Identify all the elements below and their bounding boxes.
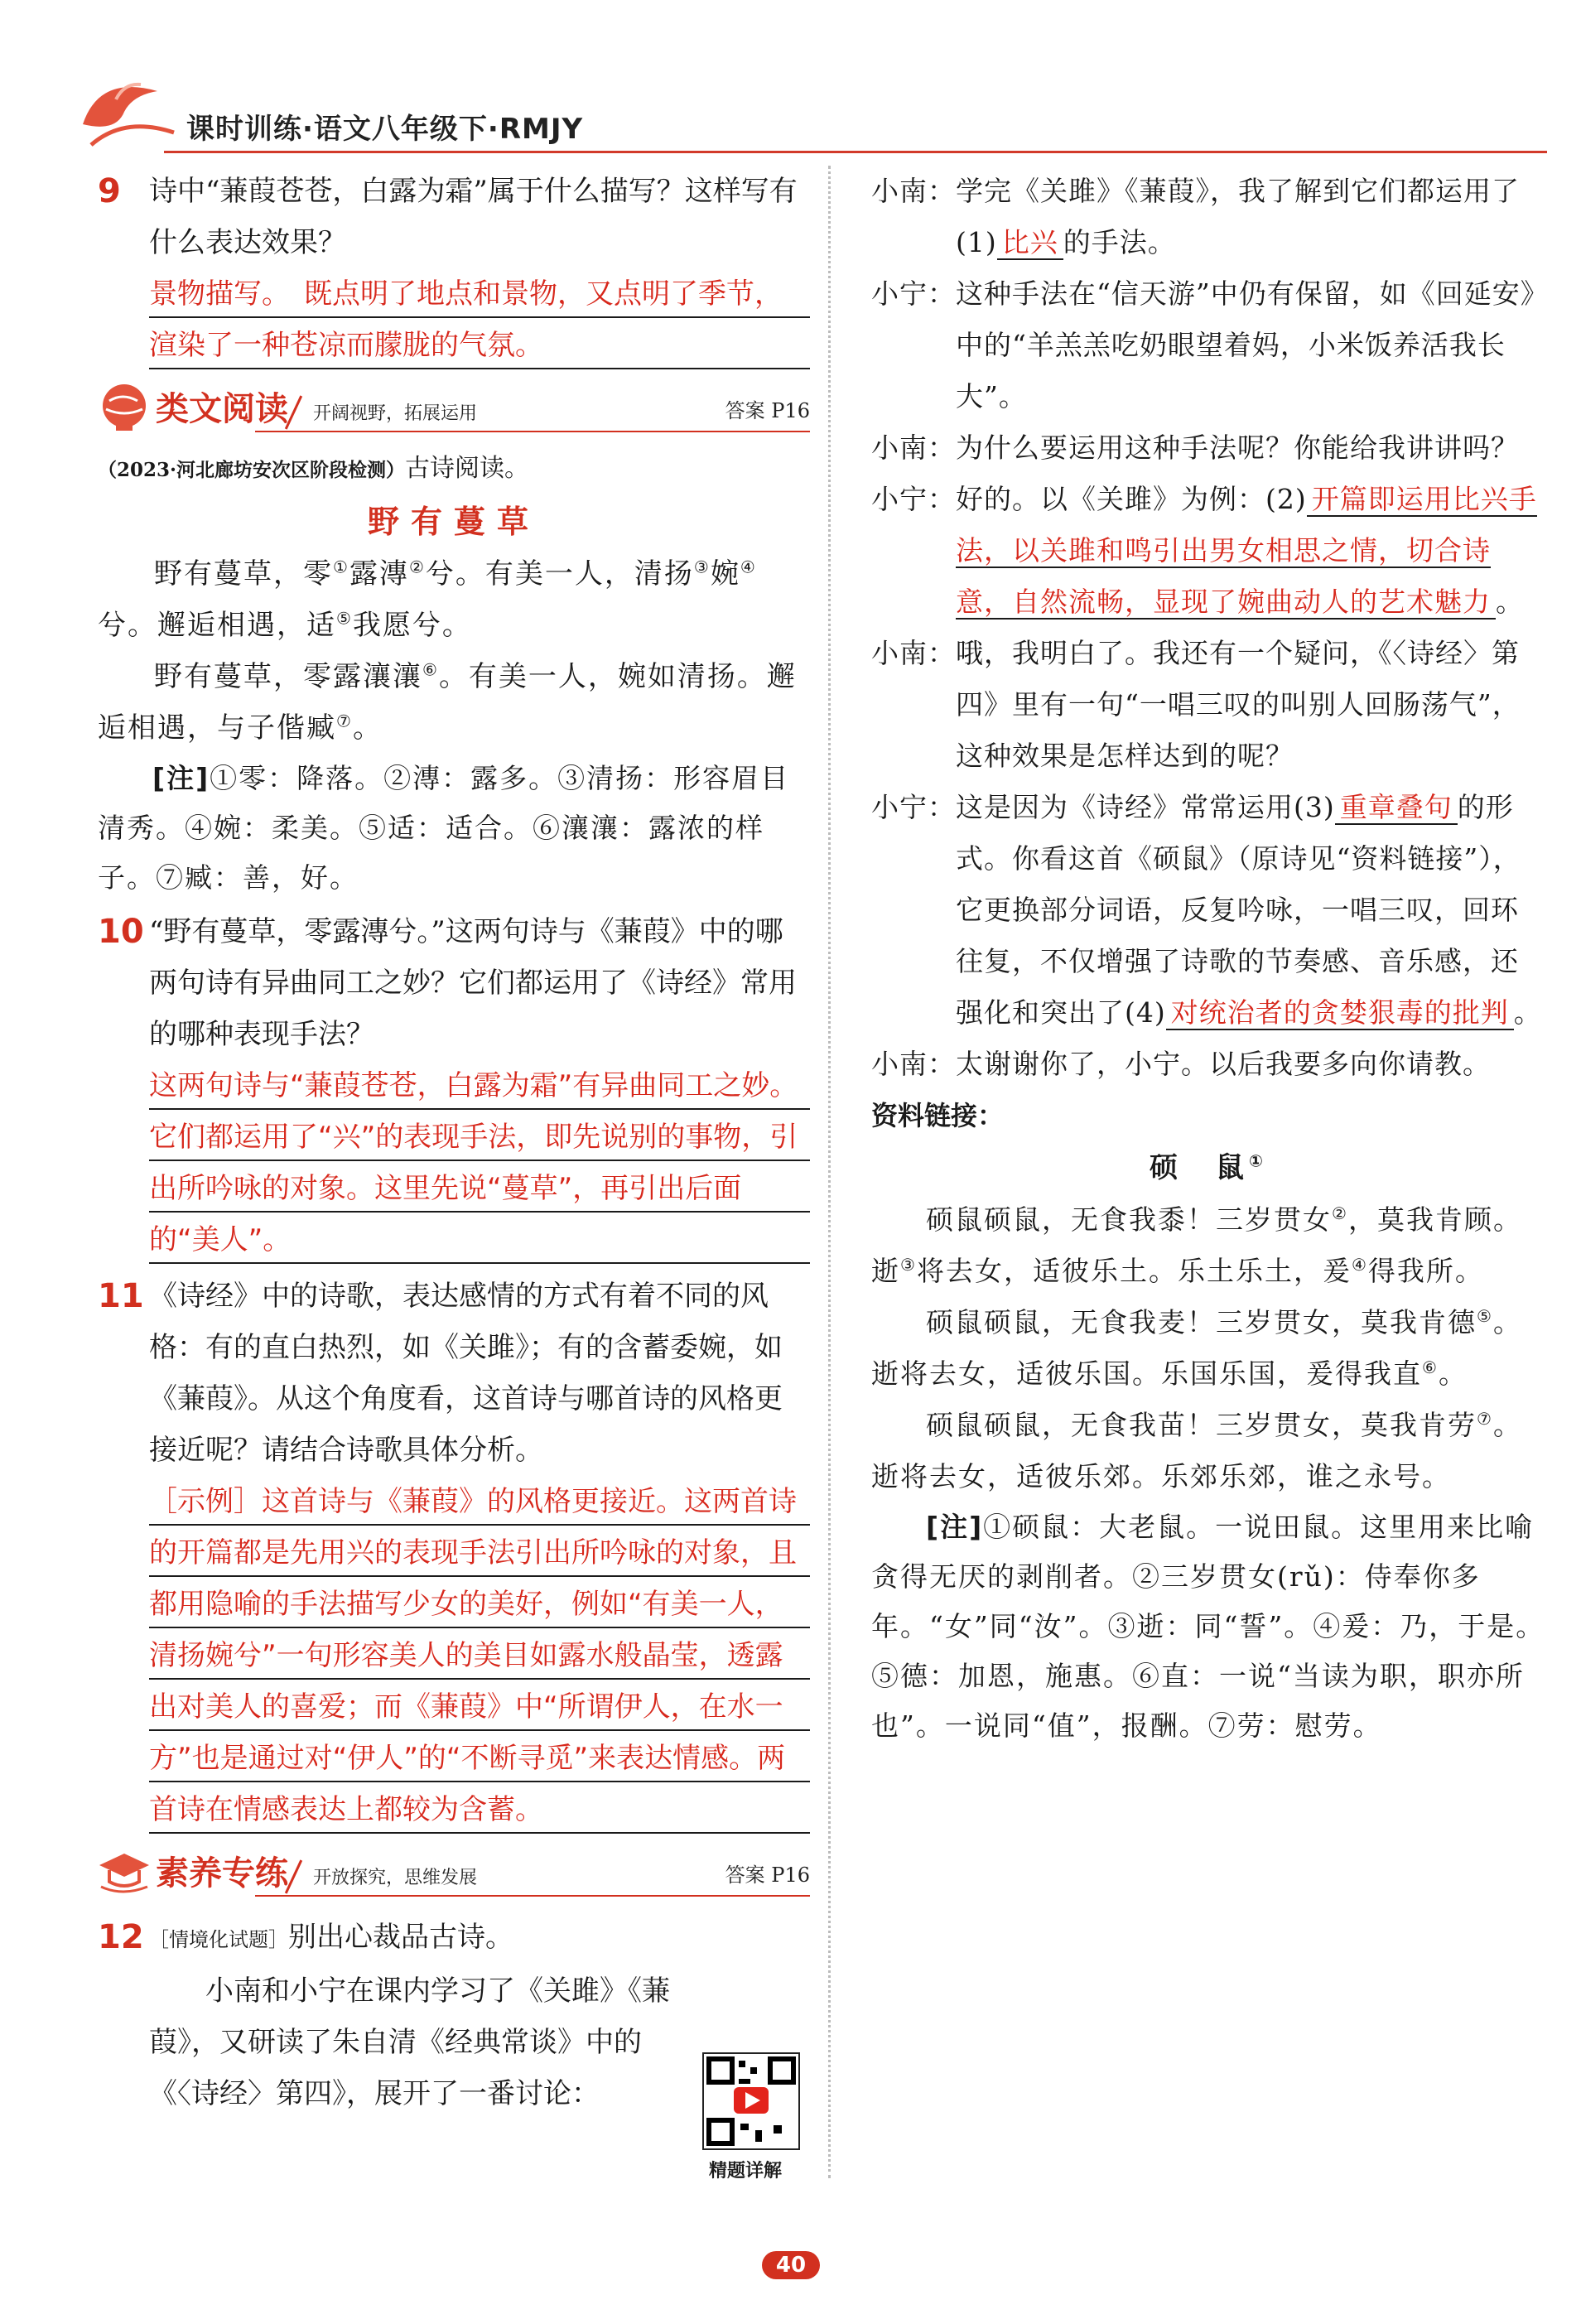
left-column [98, 166, 810, 2124]
exam-source [98, 447, 810, 492]
dialog-line-2: 小宁： 这种手法在“信天游”中仍有保留，如《回延安》中的“羊羔羔吃奶眼望着妈，小米饭养活我长大”。 [871, 268, 1546, 422]
column-divider [828, 166, 831, 2178]
dialog-line-6: 小宁： 这是因为《诗经》常常运用(3) 重章叠句 的形式。你看这首《硕鼠》（原诗见“资料链接”），它更换部分词语，反复吟咏，一唱三叹，回环往复，不仅增强了诗歌的节奏感、音乐感，还强化和突出了(4) 对统治者的贪婪狠毒的批判 。 [871, 782, 1546, 1039]
note-text: ①零：降落。②漙：露多。③清扬：形容眉目清秀。④婉：柔美。⑤适：适合。⑥瀼瀼：露浓的样子。⑦臧：善，好。 [98, 762, 790, 894]
answer-text: ［示例］这首诗与《蒹葭》的风格更接近。这两首诗的开篇都是先用兴的表现手法引出所吟咏的对象，且都用隐喻的手法描写少女的美好，例如“有美一人，清扬婉兮”一句形容美人的美目如露水般晶莹，透露出对美人的喜爱；而《蒹葭》中“所谓伊人，在水一方”也是通过对“伊人”的“不断寻觅”来表达情感。两首诗在情感表达上都较为含蓄。 [149, 1476, 810, 1835]
dialog-line-5: 小南： 哦，我明白了。我还有一个疑问，《〈诗经〉第四》里有一句“一唱三叹的叫别人回肠荡气”，这种效果是怎样达到的呢？ [871, 628, 1546, 782]
answer-blank-3: 重章叠句 [1335, 791, 1458, 825]
dialog-line-4: 小宁： 好的。以《关雎》为例：(2) 开篇即运用比兴手法，以关雎和鸣引出男女相思之情，切合诗意，自然流畅，显现了婉曲动人的艺术魅力 。 [871, 474, 1546, 628]
speaker: 小南： [871, 175, 956, 207]
poem-notes [98, 754, 810, 903]
globe-icon [98, 381, 151, 434]
section-subtitle: 开放探究，思维发展 [313, 1868, 478, 1888]
question-number: 11 [98, 1277, 144, 1315]
section-line [255, 1895, 810, 1897]
question-number: 10 [98, 913, 144, 951]
speaker: 小南： [871, 1048, 956, 1080]
qr-pattern-icon [704, 2054, 798, 2148]
answer-text: 景物描写。 既点明了地点和景物，又点明了季节，渲染了一种苍凉而朦胧的气氛。 [149, 268, 810, 371]
poem-title: 野有蔓草 [367, 504, 540, 540]
section-line [255, 431, 810, 432]
question-text: 诗中“蒹葭苍苍，白露为霜”属于什么描写？这样写有什么表达效果？ [149, 175, 798, 259]
question-11 [98, 1270, 810, 1835]
question-10 [98, 906, 810, 1266]
question-intro: 小南和小宁在课内学习了《关雎》《蒹葭》，又研读了朱自清《经典常谈》中的《〈诗经〉第四》，展开了一番讨论： [149, 1974, 670, 2110]
section-title: 类文阅读 [156, 390, 288, 428]
section-reading [98, 378, 810, 442]
question-number: 9 [98, 172, 121, 210]
reference-link-heading: 资料链接： [871, 1100, 1005, 1131]
source-tag: （2023·河北廊坊安次区阶段检测） [98, 459, 406, 481]
right-column [871, 166, 1546, 1751]
answer-blank-1: 比兴 [997, 226, 1063, 260]
dialog-line-3: 小南： 为什么要运用这种手法呢？你能给我讲讲吗？ [871, 422, 1546, 474]
page-header [66, 66, 1540, 157]
graduation-cap-icon [98, 1845, 151, 1898]
section-practice [98, 1842, 810, 1907]
poem-stanza-1: 野有蔓草，零①露漙②兮。有美一人，清扬③婉④兮。邂逅相遇，适⑤我愿兮。 [98, 557, 757, 642]
answer-reference: 答案 P16 [725, 399, 810, 422]
speaker: 小南： [871, 432, 956, 464]
note-mark: [注] [152, 762, 210, 794]
section-subtitle: 开阔视野，拓展运用 [313, 403, 478, 424]
qr-label: 精题详解 [709, 2161, 783, 2182]
poem2-stanza-3: 硕鼠硕鼠，无食我苗！三岁贯女，莫我肯劳⑦。逝将去女，适彼乐郊。乐郊乐郊，谁之永号。 [871, 1409, 1522, 1492]
section-title: 素养专练 [156, 1854, 288, 1892]
question-text: 《诗经》中的诗歌，表达感情的方式有着不同的风格：有的直白热烈，如《关雎》；有的含蓄委婉，如《蒹葭》。从这个角度看，这首诗与哪首诗的风格更接近呢？请结合诗歌具体分析。 [149, 1280, 783, 1467]
page-number: 40 [762, 2251, 820, 2279]
question-tag: ［情境化试题］ [149, 1928, 288, 1951]
question-text: 别出心裁品古诗。 [288, 1921, 513, 1954]
speaker: 小宁： [871, 791, 956, 823]
poem2-stanza-2: 硕鼠硕鼠，无食我麦！三岁贯女，莫我肯德⑤。逝将去女，适彼乐国。乐国乐国，爰得我直⑥。 [871, 1306, 1522, 1390]
poem2-title: 硕 鼠① [1150, 1150, 1268, 1184]
poem2-stanza-1: 硕鼠硕鼠，无食我黍！三岁贯女②，莫我肯顾。逝③将去女，适彼乐土。乐土乐土，爰④得我所。 [871, 1203, 1522, 1287]
question-9 [98, 166, 810, 371]
header-rule [164, 151, 1547, 153]
speaker: 小宁： [871, 483, 956, 515]
note-mark: [注] [926, 1511, 984, 1543]
note-text: ①硕鼠：大老鼠。一说田鼠。这里用来比喻贪得无厌的剥削者。②三岁贯女(rǔ)：侍奉你多年。“女”同“汝”。③逝：同“誓”。④爰：乃，于是。⑤德：加恩，施惠。⑥直：一说“当读为职，职亦所也”。一说同“值”，报酬。⑦劳：慰劳。 [871, 1511, 1545, 1742]
dolphin-logo-icon [66, 66, 182, 149]
answer-reference: 答案 P16 [725, 1864, 810, 1887]
speaker: 小宁： [871, 277, 956, 310]
answer-blank-4: 对统治者的贪婪狠毒的批判 [1166, 996, 1514, 1030]
question-number: 12 [98, 1918, 144, 1956]
question-text: “野有蔓草，零露漙兮。”这两句诗与《蒹葭》中的哪两句诗有异曲同工之妙？它们都运用了《诗经》常用的哪种表现手法？ [149, 915, 797, 1051]
qr-code[interactable] [702, 2052, 800, 2150]
poem2-notes [871, 1502, 1546, 1751]
header-title: 课时训练·语文八年级下·RMJY [186, 113, 584, 146]
dialog-line-7: 小南： 太谢谢你了，小宁。以后我要多向你请教。 [871, 1039, 1546, 1090]
source-text: 古诗阅读。 [405, 454, 530, 483]
answer-blank-2: 开篇即运用比兴手法，以关雎和鸣引出男女相思之情，切合诗意，自然流畅，显现了婉曲动人的艺术魅力 [956, 483, 1537, 618]
answer-text: 这两句诗与“蒹葭苍苍，白露为霜”有异曲同工之妙。它们都运用了“兴”的表现手法，即先说别的事物，引出所吟咏的对象。这里先说“蔓草”，再引出后面的“美人”。 [149, 1060, 810, 1266]
poem-stanza-2: 野有蔓草，零露瀼瀼⑥。有美一人，婉如清扬。邂逅相遇，与子偕臧⑦。 [98, 659, 797, 745]
dialog-line-1: 小南： 学完《关雎》《蒹葭》，我了解到它们都运用了(1) 比兴 的手法。 [871, 166, 1546, 268]
speaker: 小南： [871, 637, 956, 669]
